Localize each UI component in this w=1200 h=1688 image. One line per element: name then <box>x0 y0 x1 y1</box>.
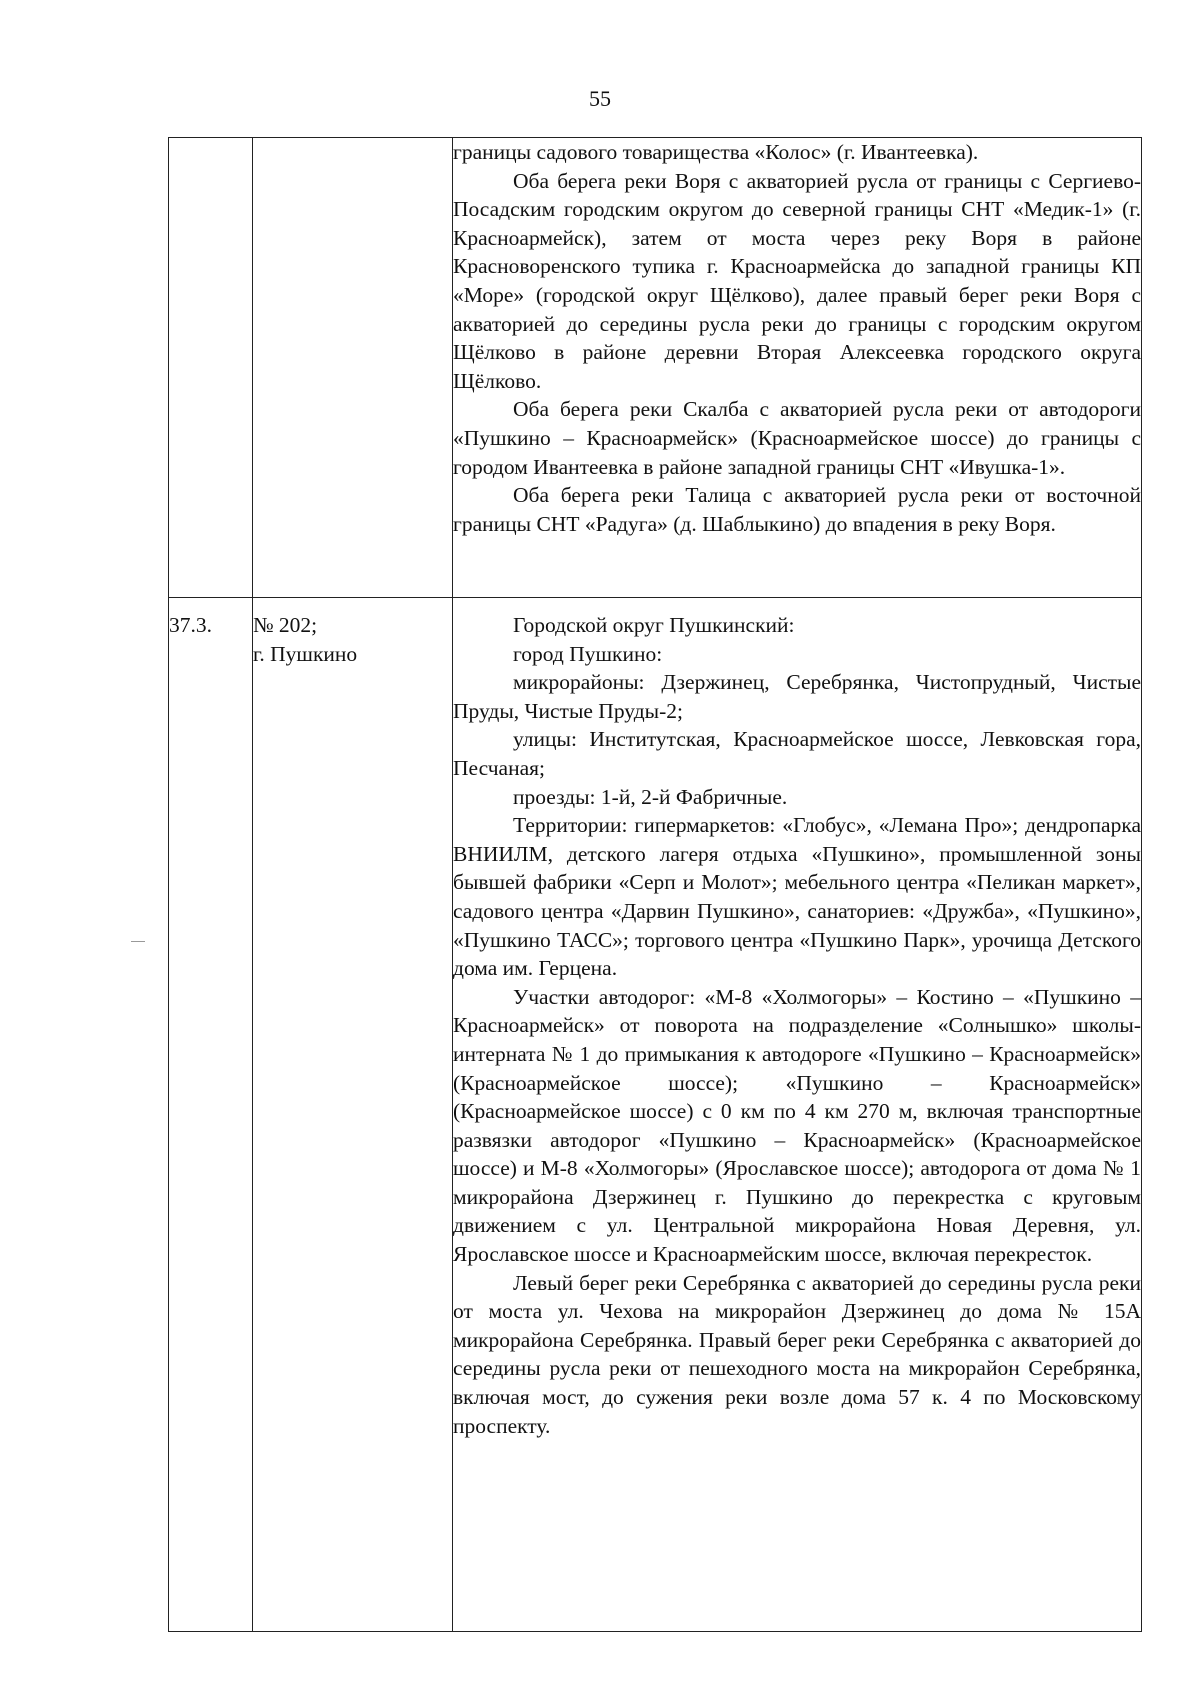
table-row <box>169 138 1142 598</box>
description-cell <box>453 598 1142 1632</box>
zones-table <box>168 137 1142 1632</box>
description-paragraph: Левый берег реки Серебрянка с акваторией до середины русла реки от моста ул. Чехова на микрорайон Дзержинец до дома № 15А микрорайона Серебрянка. Правый берег реки Серебрянка с акваторией до середины русла реки от пешеходного моста на микрорайон Серебрянка, включая мост, до сужения реки возле дома 57 к. 4 по Московскому проспекту. <box>453 1270 1141 1438</box>
zone-city: г. Пушкино <box>253 641 358 666</box>
zone-cell <box>253 138 453 598</box>
description-paragraph: город Пушкино: <box>513 641 663 666</box>
description-paragraph: Оба берега реки Скалба с акваторией русла реки от автодороги «Пушкино – Красноармейск» (Красноармейское шоссе) до границы с городом Ивантеевка в районе западной границы СНТ «Ивушка-1». <box>453 397 1141 479</box>
table-row <box>169 598 1142 1632</box>
zone-cell <box>253 598 453 1632</box>
description-paragraph: Оба берега реки Воря с акваторией русла от границы с Сергиево-Посадским городским округом до северной границы СНТ «Медик-1» (г. Красноармейск), затем от моста через реку Воря в районе Красноворенского тупика г. Красноармейска до западной границы КП «Море» (городской округ Щёлково), далее правый берег реки Воря с акваторией до середины русла реки до границы с городским округом Щёлково в районе деревни Вторая Алексеевка городского округа Щёлково. <box>453 168 1141 393</box>
description-paragraph: Городской округ Пушкинский: <box>513 613 795 637</box>
zone-number: № 202; <box>253 613 318 637</box>
row-number-cell <box>169 138 253 598</box>
row-number-cell <box>169 598 253 1632</box>
description-paragraph: Оба берега реки Талица с акваторией русла реки от восточной границы СНТ «Радуга» (д. Шаблыкино) до впадения в реку Воря. <box>453 483 1141 536</box>
row-number: 37.3. <box>169 613 212 637</box>
description-paragraph: Участки автодорог: «М-8 «Холмогоры» – Костино – «Пушкино – Красноармейск» от поворота на подразделение «Солнышко» школы-интерната № 1 до примыкания к автодороге «Пушкино – Красноармейск» (Красноармейское шоссе); «Пушкино – Красноармейск» (Красноармейское шоссе) с 0 км по 4 км 270 м, включая транспортные развязки автодорог «Пушкино – Красноармейск» (Красноармейское шоссе) и М-8 «Холмогоры» (Ярославское шоссе); автодорога от дома № 1 микрорайона Дзержинец г. Пушкино до перекрестка с круговым движением с ул. Центральной микрорайона Новая Деревня, ул. Ярославское шоссе и Красноармейским шоссе, включая перекресток. <box>453 984 1141 1267</box>
margin-mark <box>131 941 145 942</box>
description-paragraph: микрорайоны: Дзержинец, Серебрянка, Чистопрудный, Чистые Пруды, Чистые Пруды-2; <box>453 670 1141 723</box>
description-paragraph: границы садового товарищества «Колос» (г. Ивантеевка). <box>453 140 979 164</box>
page-number: 55 <box>589 86 611 111</box>
description-paragraph: Территории: гипермаркетов: «Глобус», «Лемана Про»; дендропарка ВНИИЛМ, детского лагеря отдыха «Пушкино», промышленной зоны бывшей фабрики «Серп и Молот»; мебельного центра «Пеликан маркет», садового центра «Дарвин Пушкино», санаториев: «Дружба», «Пушкино», «Пушкино ТАСС»; торгового центра «Пушкино Парк», урочища Детского дома им. Герцена. <box>453 813 1141 981</box>
description-cell <box>453 138 1142 598</box>
description-paragraph: проезды: 1-й, 2-й Фабричные. <box>513 784 788 809</box>
description-paragraph: улицы: Институтская, Красноармейское шоссе, Левковская гора, Песчаная; <box>453 727 1141 780</box>
